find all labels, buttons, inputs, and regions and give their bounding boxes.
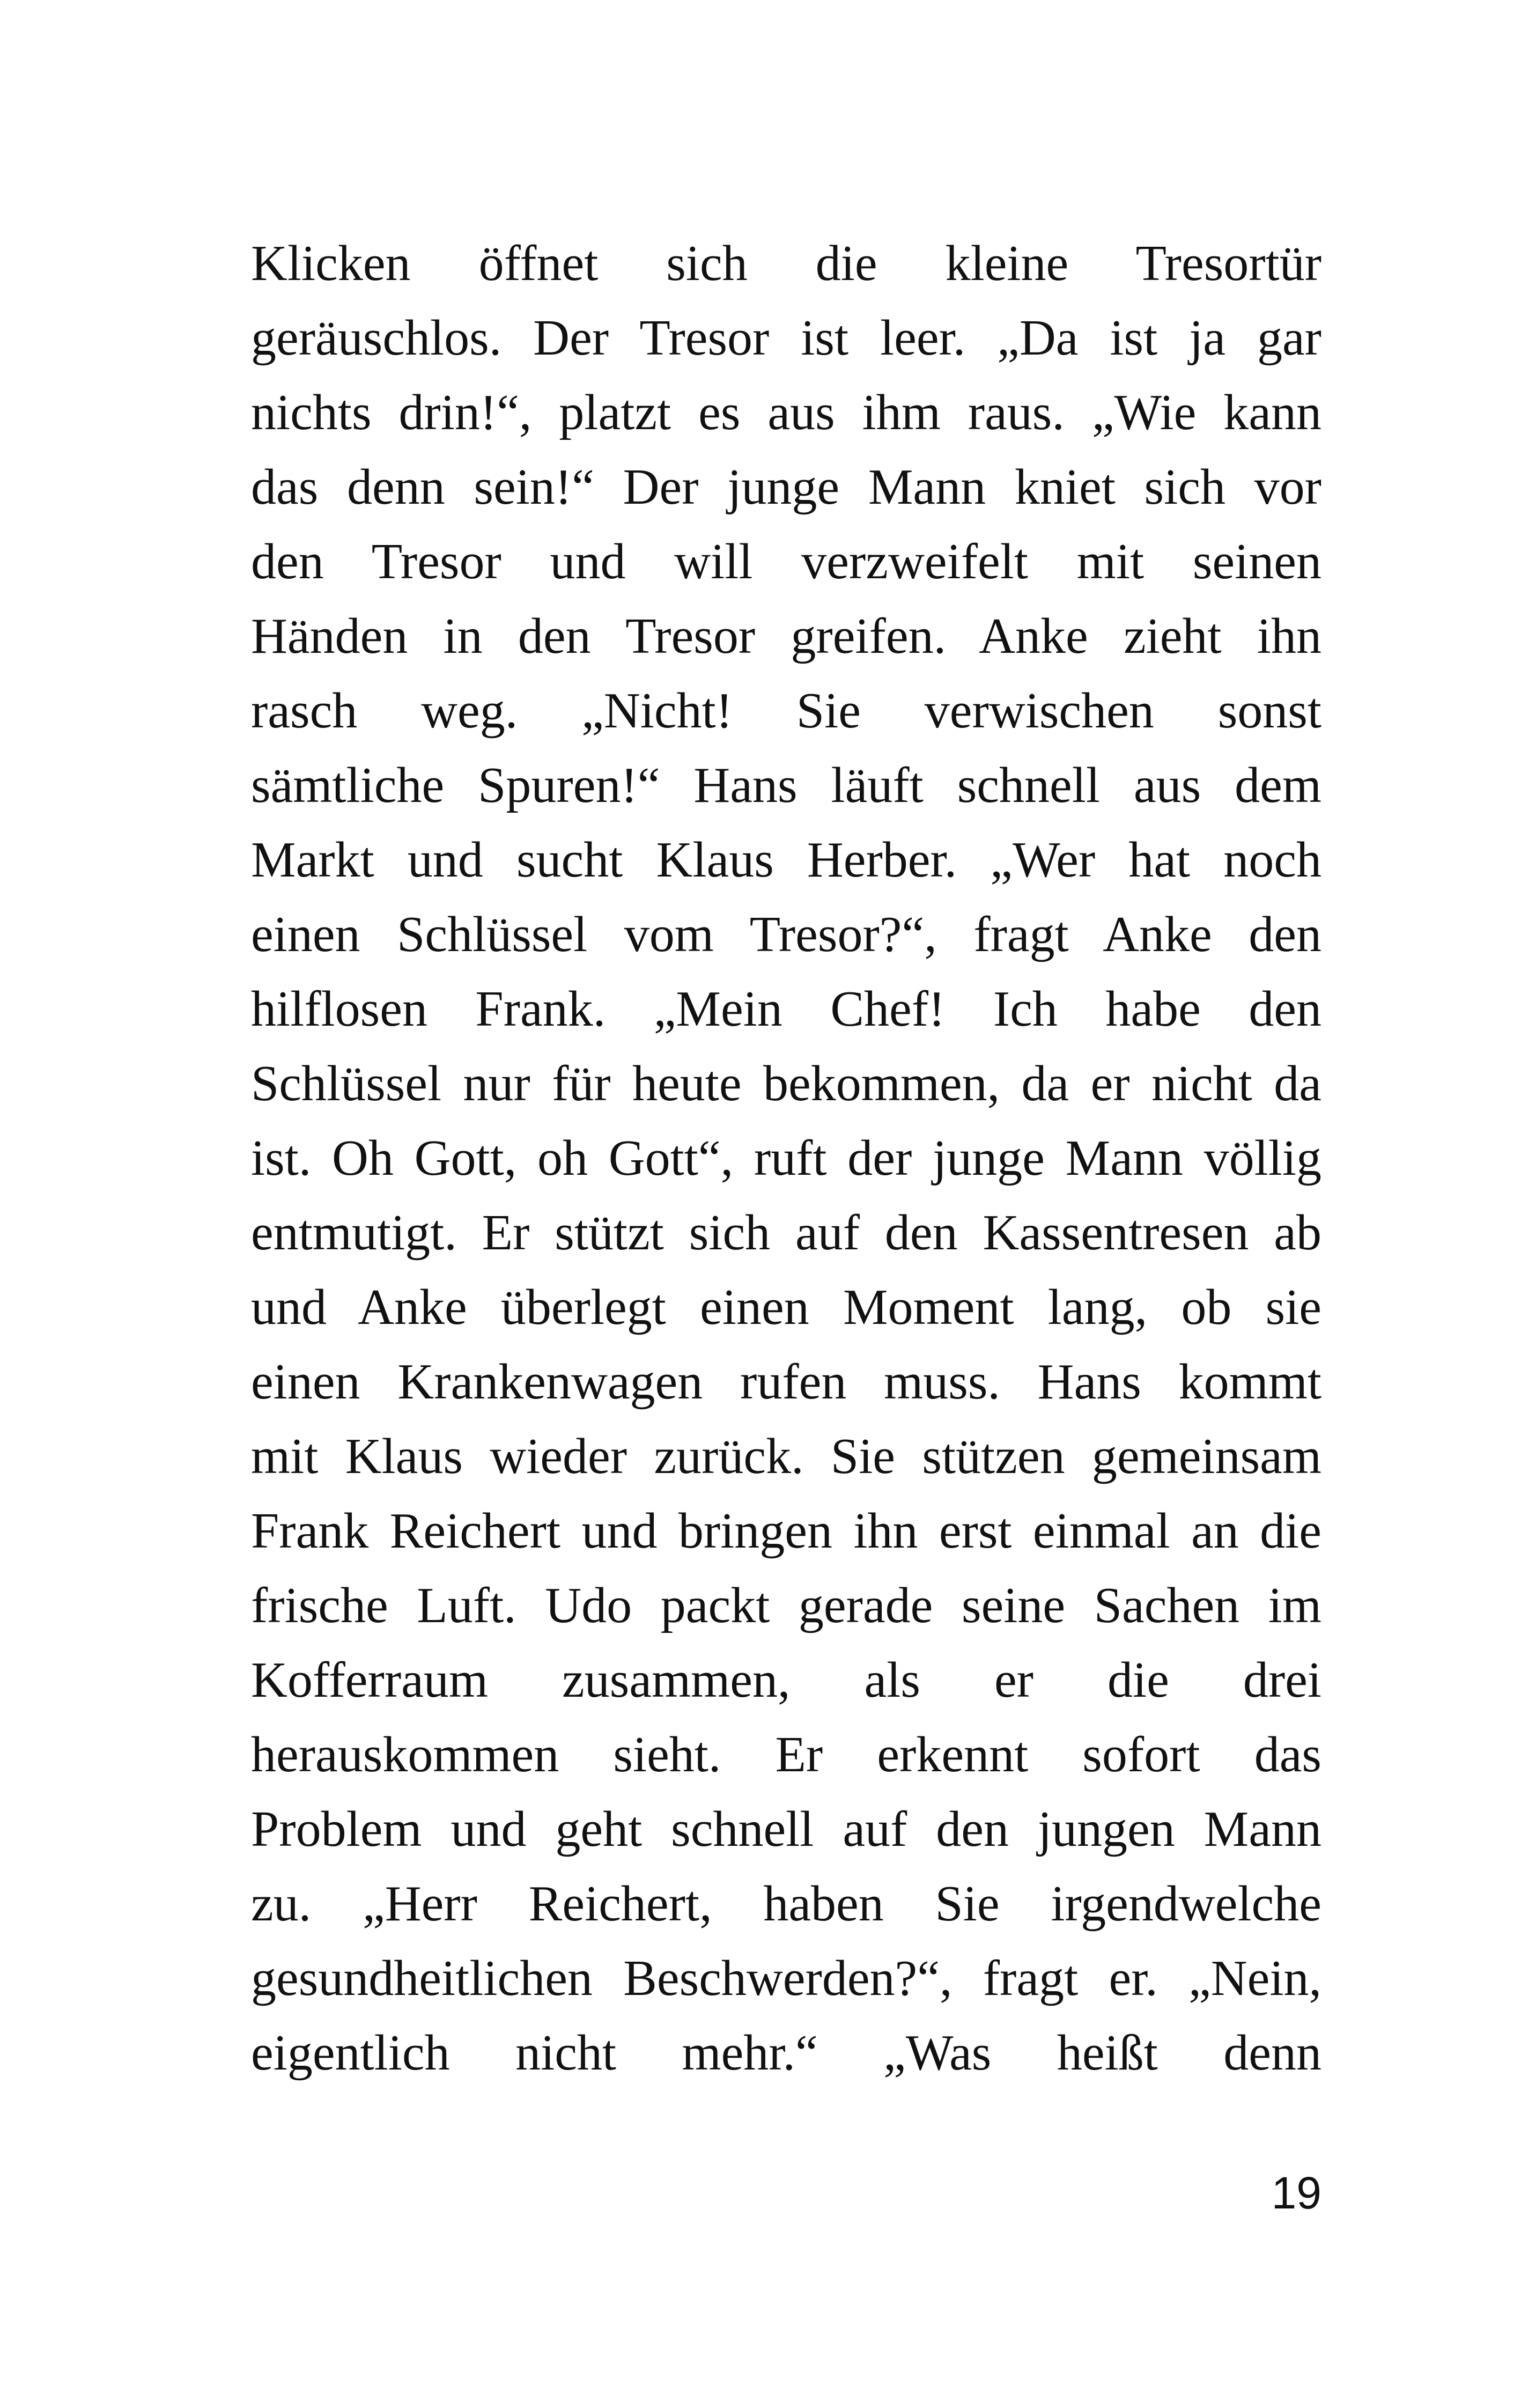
- text-line: geräuschlos. Der Tresor ist leer. „Da ist ja gar: [251, 310, 1321, 366]
- text-line: Kofferraum zusammen, als er die drei: [251, 1652, 1321, 1708]
- text-line: Frank Reichert und bringen ihn erst einmal an die: [251, 1503, 1321, 1559]
- text-line: Händen in den Tresor greifen. Anke zieht ihn: [251, 608, 1321, 664]
- text-line: nichts drin!“, platzt es aus ihm raus. „Wie kann: [251, 385, 1321, 440]
- text-line: das denn sein!“ Der junge Mann kniet sich vor: [251, 459, 1321, 515]
- text-line: herauskommen sieht. Er erkennt sofort das: [251, 1727, 1321, 1783]
- text-line: gesundheitlichen Beschwerden?“, fragt er. „Nein,: [251, 1950, 1321, 2006]
- text-line: einen Schlüssel vom Tresor?“, fragt Anke den: [251, 907, 1321, 962]
- text-line: den Tresor und will verzweifelt mit seinen: [251, 534, 1321, 590]
- text-line: rasch weg. „Nicht! Sie verwischen sonst: [251, 683, 1321, 739]
- text-line: ist. Oh Gott, oh Gott“, ruft der junge Mann völlig: [251, 1130, 1321, 1186]
- text-line: und Anke überlegt einen Moment lang, ob sie: [251, 1279, 1321, 1335]
- text-line: mit Klaus wieder zurück. Sie stützen gemeinsam: [251, 1428, 1321, 1484]
- text-line: Schlüssel nur für heute bekommen, da er nicht da: [251, 1056, 1321, 1111]
- text-line: einen Krankenwagen rufen muss. Hans kommt: [251, 1354, 1321, 1410]
- text-line: entmutigt. Er stützt sich auf den Kassentresen ab: [251, 1205, 1321, 1261]
- text-line: eigentlich nicht mehr.“ „Was heißt denn: [251, 2025, 1321, 2081]
- text-line: zu. „Herr Reichert, haben Sie irgendwelche: [251, 1876, 1321, 1932]
- page-number: 19: [1271, 2168, 1321, 2218]
- text-line: Markt und sucht Klaus Herber. „Wer hat noch: [251, 832, 1321, 888]
- text-line: frische Luft. Udo packt gerade seine Sachen im: [251, 1578, 1321, 1633]
- text-line: sämtliche Spuren!“ Hans läuft schnell aus dem: [251, 757, 1321, 813]
- text-line: Klicken öffnet sich die kleine Tresortür: [251, 235, 1321, 291]
- body-text: [251, 226, 1321, 2090]
- text-line: hilflosen Frank. „Mein Chef! Ich habe den: [251, 981, 1321, 1037]
- text-line: Problem und geht schnell auf den jungen Mann: [251, 1801, 1321, 1857]
